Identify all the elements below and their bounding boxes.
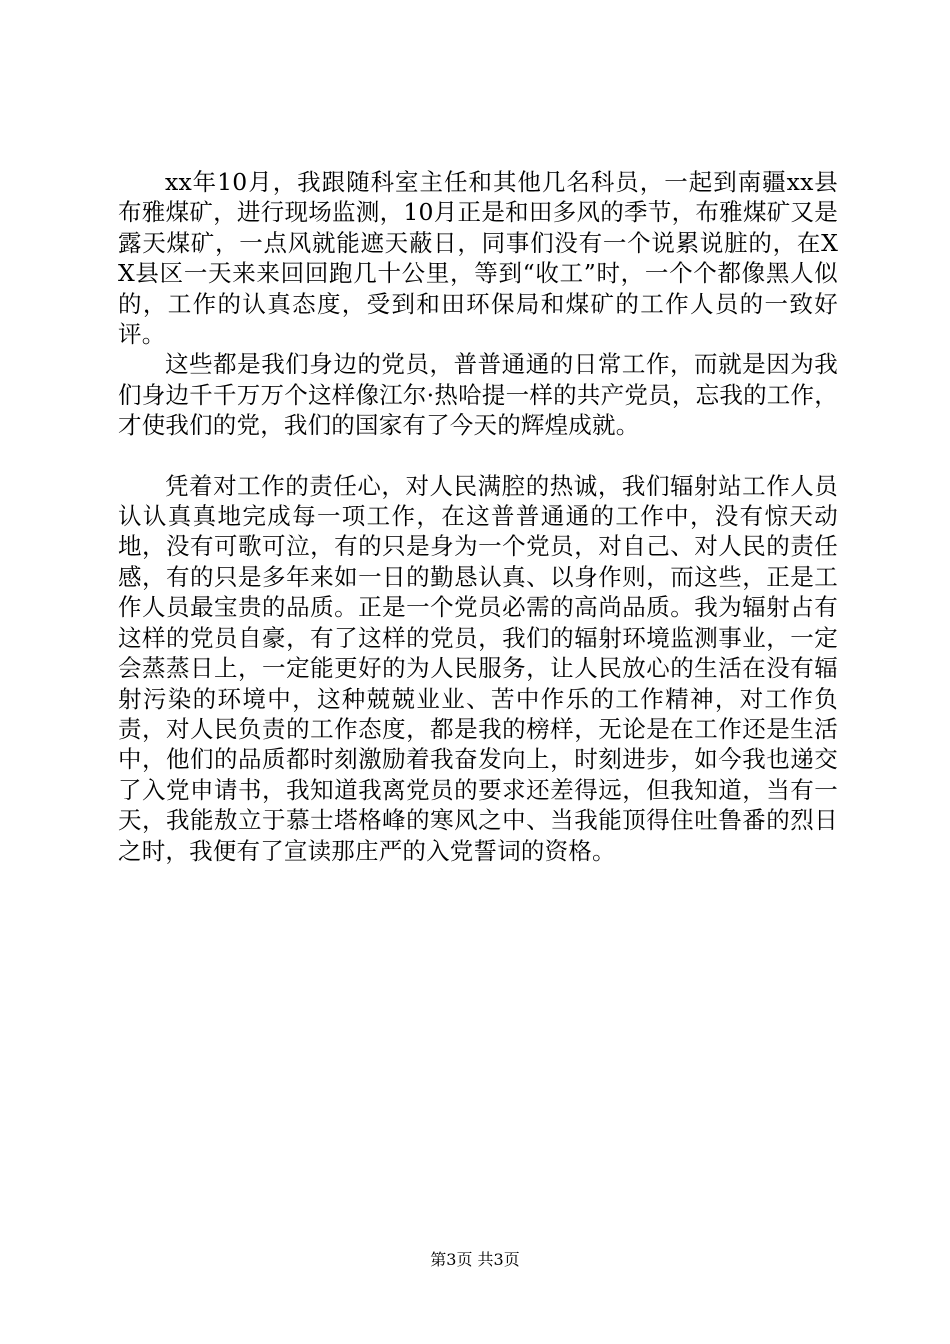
paragraph-1: xx年10月，我跟随科室主任和其他几名科员，一起到南疆xx县布雅煤矿，进行现场监测，10月正是和田多风的季节，布雅煤矿又是露天煤矿，一点风就能遮天蔽日，同事们没有一个说累说脏的，在XX县区一天来来回回跑几十公里，等到“收工”时，一个个都像黑人似的，工作的认真态度，受到和田环保局和煤矿的工作人员的一致好评。 (118, 168, 838, 349)
page-footer: 第3页 共3页 (430, 1250, 520, 1269)
paragraph-spacer (118, 441, 838, 471)
paragraph-3: 凭着对工作的责任心，对人民满腔的热诚，我们辐射站工作人员认认真真地完成每一项工作，在这普普通通的工作中，没有惊天动地，没有可歌可泣，有的只是身为一个党员，对自己、对人民的责任感，有的只是多年来如一日的勤恳认真、以身作则，而这些，正是工作人员最宝贵的品质。正是一个党员必需的高尚品质。我为辐射占有这样的党员自豪，有了这样的党员，我们的辐射环境监测事业，一定会蒸蒸日上，一定能更好的为人民服务，让人民放心的生活在没有辐射污染的环境中，这种兢兢业业、苦中作乐的工作精神，对工作负责，对人民负责的工作态度，都是我的榜样，无论是在工作还是生活中，他们的品质都时刻激励着我奋发向上，时刻进步，如今我也递交了入党申请书，我知道我离党员的要求还差得远，但我知道，当有一天，我能敖立于慕士塔格峰的寒风之中、当我能顶得住吐鲁番的烈日之时，我便有了宣读那庄严的入党誓词的资格。 (118, 471, 838, 865)
paragraph-2: 这些都是我们身边的党员，普普通通的日常工作，而就是因为我们身边千千万万个这样像江尔·热哈提一样的共产党员，忘我的工作，才使我们的党，我们的国家有了今天的辉煌成就。 (118, 350, 838, 440)
document-body (118, 167, 838, 866)
